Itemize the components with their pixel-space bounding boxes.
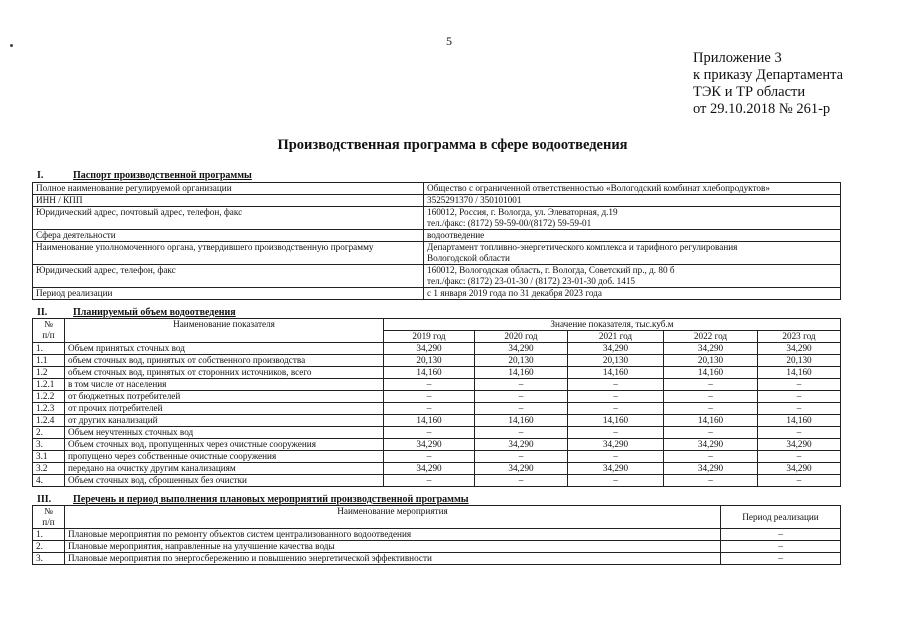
passport-value-line: тел./факс: (8172) 59-59-00/(8172) 59-59-01 (427, 218, 592, 228)
row-value: – (758, 427, 841, 439)
row-name: от бюджетных потребителей (65, 391, 384, 403)
passport-label: Юридический адрес, телефон, факс (33, 265, 424, 288)
col-number-header: № п/п (33, 506, 65, 529)
passport-value (424, 230, 841, 242)
row-value: – (568, 379, 664, 391)
row-value: 34,290 (475, 463, 568, 475)
passport-value-line: водоотведение (427, 230, 485, 240)
row-name: Объем сточных вод, сброшенных без очистки (65, 475, 384, 487)
row-value: 14,160 (664, 367, 758, 379)
row-name: Объем сточных вод, пропущенных через очистные сооружения (65, 439, 384, 451)
row-number: 1. (33, 529, 65, 541)
row-name: Плановые мероприятия по энергосбережению и повышению энергетической эффективности (65, 553, 721, 565)
row-value: – (664, 427, 758, 439)
measures-table (32, 505, 841, 565)
year-header: 2019 год (384, 331, 475, 343)
row-number: 1.1 (33, 355, 65, 367)
passport-label: Юридический адрес, почтовый адрес, телефон, факс (33, 207, 424, 230)
row-value: 34,290 (758, 439, 841, 451)
row-value: 14,160 (475, 415, 568, 427)
row-value: 14,160 (758, 367, 841, 379)
table-row (33, 379, 841, 391)
row-value: 20,130 (664, 355, 758, 367)
col-period-header: Период реализации (721, 506, 841, 529)
row-value: 20,130 (384, 355, 475, 367)
row-number: 4. (33, 475, 65, 487)
section-number: II. (37, 307, 48, 318)
row-value: – (758, 379, 841, 391)
year-header: 2020 год (475, 331, 568, 343)
passport-row (33, 230, 841, 242)
row-number: 1.2.3 (33, 403, 65, 415)
row-value: 14,160 (384, 415, 475, 427)
row-value: – (475, 451, 568, 463)
passport-row (33, 265, 841, 288)
year-header: 2022 год (664, 331, 758, 343)
passport-row (33, 195, 841, 207)
row-period: – (721, 553, 841, 565)
section-title: Паспорт производственной программы (73, 170, 252, 181)
table-row (33, 475, 841, 487)
section-1-heading (37, 170, 252, 181)
row-number: 1.2.2 (33, 391, 65, 403)
row-value: 34,290 (384, 439, 475, 451)
passport-label: Полное наименование регулируемой организации (33, 183, 424, 195)
section-number: I. (37, 170, 44, 181)
appendix-block (693, 50, 843, 118)
row-value: 34,290 (475, 343, 568, 355)
col-name-header: Наименование показателя (65, 319, 384, 343)
row-number: 1.2.4 (33, 415, 65, 427)
row-value: – (384, 403, 475, 415)
row-value: 34,290 (384, 463, 475, 475)
row-value: 34,290 (664, 463, 758, 475)
passport-row (33, 183, 841, 195)
section-3-heading (37, 494, 469, 505)
row-value: 34,290 (758, 463, 841, 475)
passport-table (32, 182, 841, 300)
row-value: – (568, 427, 664, 439)
section-title: Планируемый объем водоотведения (73, 307, 236, 318)
row-value: – (568, 391, 664, 403)
row-value: 14,160 (664, 415, 758, 427)
appendix-line: Приложение 3 (693, 50, 782, 66)
row-value: – (475, 391, 568, 403)
table-row (33, 427, 841, 439)
row-value: – (664, 475, 758, 487)
row-value: – (384, 427, 475, 439)
passport-value-line: Общество с ограниченной ответственностью «Вологодский комбинат хлебопродуктов» (427, 183, 770, 193)
passport-row (33, 242, 841, 265)
row-value: – (758, 475, 841, 487)
row-value: 34,290 (664, 439, 758, 451)
table-row (33, 463, 841, 475)
row-period: – (721, 541, 841, 553)
row-name: в том числе от населения (65, 379, 384, 391)
row-name: пропущено через собственные очистные сооружения (65, 451, 384, 463)
row-value: 20,130 (568, 355, 664, 367)
table-row (33, 355, 841, 367)
row-value: – (758, 451, 841, 463)
row-number: 1. (33, 343, 65, 355)
row-value: – (758, 391, 841, 403)
passport-row (33, 288, 841, 300)
row-name: объем сточных вод, принятых от сторонних источников, всего (65, 367, 384, 379)
row-value: – (664, 379, 758, 391)
row-number: 2. (33, 541, 65, 553)
passport-label: Период реализации (33, 288, 424, 300)
passport-value (424, 195, 841, 207)
row-value: – (664, 391, 758, 403)
table-row (33, 529, 841, 541)
row-name: от прочих потребителей (65, 403, 384, 415)
table-row (33, 451, 841, 463)
passport-value (424, 288, 841, 300)
row-value: – (664, 403, 758, 415)
passport-value-line: Вологодской области (427, 253, 510, 263)
document-title: Производственная программа в сфере водоотведения (277, 137, 628, 153)
table-row (33, 391, 841, 403)
row-name: от других канализаций (65, 415, 384, 427)
row-value: 34,290 (664, 343, 758, 355)
row-number: 1.2.1 (33, 379, 65, 391)
col-name-header: Наименование мероприятия (65, 506, 721, 529)
passport-value-line: 160012, Вологодская область, г. Вологда, Советский пр., д. 80 б (427, 265, 675, 275)
appendix-line: от 29.10.2018 № 261-р (693, 101, 831, 117)
row-value: – (758, 403, 841, 415)
row-period: – (721, 529, 841, 541)
row-value: 34,290 (568, 439, 664, 451)
passport-value (424, 242, 841, 265)
col-values-header: Значение показателя, тыс.куб.м (384, 319, 841, 331)
row-value: 14,160 (758, 415, 841, 427)
row-number: 3.2 (33, 463, 65, 475)
passport-value (424, 207, 841, 230)
row-value: – (384, 379, 475, 391)
passport-value-line: 160012, Россия, г. Вологда, ул. Элеваторная, д.19 (427, 207, 618, 217)
row-value: 34,290 (384, 343, 475, 355)
row-value: – (568, 475, 664, 487)
row-number: 3. (33, 439, 65, 451)
row-name: передано на очистку другим канализациям (65, 463, 384, 475)
row-number: 3.1 (33, 451, 65, 463)
row-number: 2. (33, 427, 65, 439)
section-title: Перечень и период выполнения плановых мероприятий производственной программы (73, 494, 469, 505)
table-row (33, 415, 841, 427)
row-value: 34,290 (568, 343, 664, 355)
table-row (33, 403, 841, 415)
row-value: – (384, 475, 475, 487)
row-number: 3. (33, 553, 65, 565)
row-value: 14,160 (568, 367, 664, 379)
page-number: 5 (446, 34, 452, 48)
table-row (33, 439, 841, 451)
row-value: – (568, 403, 664, 415)
row-value: 14,160 (475, 367, 568, 379)
row-value: 14,160 (384, 367, 475, 379)
passport-label: Наименование уполномоченного органа, утвердившего производственную программу (33, 242, 424, 265)
section-number: III. (37, 494, 52, 505)
row-name: Объем неучтенных сточных вод (65, 427, 384, 439)
passport-value-line: Департамент топливно-энергетического комплекса и тарифного регулирования (427, 242, 738, 252)
table-row (33, 343, 841, 355)
col-number-header: № п/п (33, 319, 65, 343)
passport-value (424, 265, 841, 288)
passport-label: Сфера деятельности (33, 230, 424, 242)
row-value: 20,130 (475, 355, 568, 367)
row-name: Плановые мероприятия по ремонту объектов систем централизованного водоотведения (65, 529, 721, 541)
row-value: – (475, 475, 568, 487)
row-name: Объем принятых сточных вод (65, 343, 384, 355)
row-value: – (475, 427, 568, 439)
row-value: 34,290 (475, 439, 568, 451)
section-2-heading (37, 307, 236, 318)
row-value: 14,160 (568, 415, 664, 427)
passport-value (424, 183, 841, 195)
row-value: – (568, 451, 664, 463)
row-value: – (384, 391, 475, 403)
row-name: объем сточных вод, принятых от собственного производства (65, 355, 384, 367)
year-header: 2021 год (568, 331, 664, 343)
passport-value-line: тел./факс: (8172) 23-01-30 / (8172) 23-01-30 доб. 1415 (427, 276, 636, 286)
row-value: 34,290 (758, 343, 841, 355)
table-row (33, 541, 841, 553)
row-value: 20,130 (758, 355, 841, 367)
row-value: – (475, 379, 568, 391)
row-value: 34,290 (568, 463, 664, 475)
row-number: 1.2 (33, 367, 65, 379)
row-value: – (664, 451, 758, 463)
volume-table (32, 318, 841, 487)
table-row (33, 553, 841, 565)
row-value: – (384, 451, 475, 463)
passport-row (33, 207, 841, 230)
scan-speck (10, 44, 13, 47)
passport-value-line: 3525291370 / 350101001 (427, 195, 522, 205)
row-name: Плановые мероприятия, направленные на улучшение качества воды (65, 541, 721, 553)
passport-value-line: с 1 января 2019 года по 31 декабря 2023 года (427, 288, 602, 298)
appendix-line: к приказу Департамента (693, 67, 844, 83)
year-header: 2023 год (758, 331, 841, 343)
appendix-line: ТЭК и ТР области (693, 84, 806, 100)
table-row (33, 367, 841, 379)
row-value: – (475, 403, 568, 415)
passport-label: ИНН / КПП (33, 195, 424, 207)
